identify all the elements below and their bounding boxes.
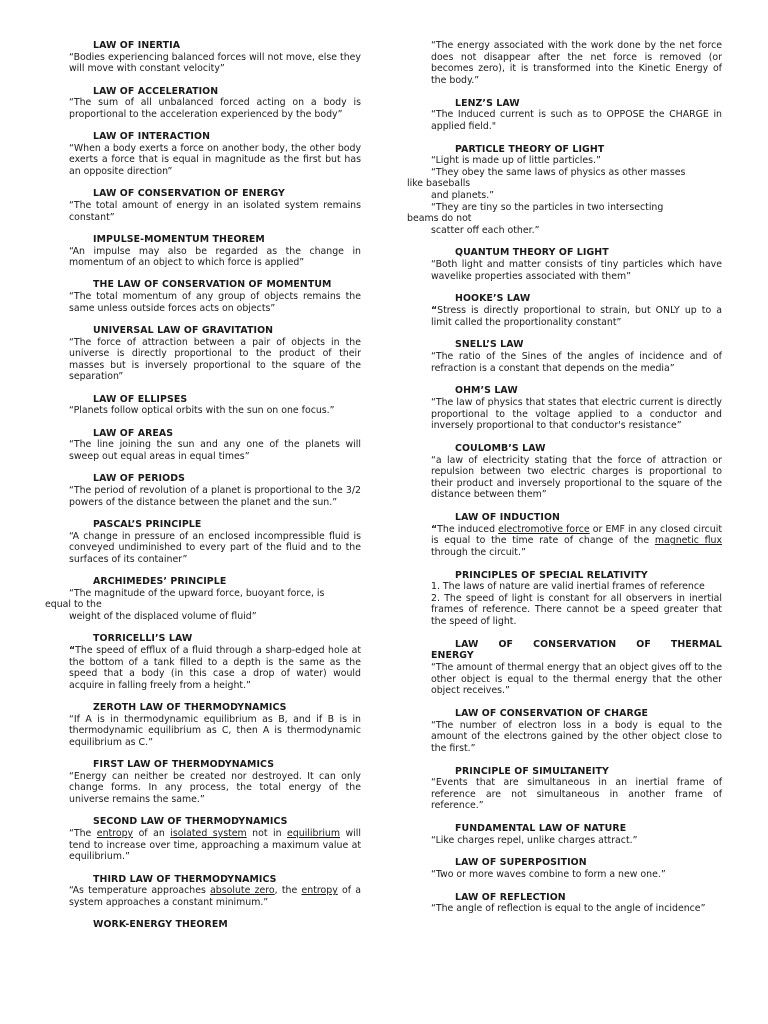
- entry-title: LAW OF SUPERPOSITION: [455, 857, 587, 869]
- entry-principle-of-simultaneity: [431, 766, 722, 812]
- entry-title: [431, 639, 722, 651]
- entry-title: THIRD LAW OF THERMODYNAMICS: [93, 873, 277, 885]
- entry-second-law-of-thermodynamics: [69, 816, 361, 862]
- electromotive-force-link[interactable]: electromotive force: [498, 523, 590, 535]
- entry-third-law-of-thermodynamics: [69, 874, 361, 909]
- entry-title: OHM’S LAW: [455, 385, 518, 397]
- entry-law-of-superposition: [431, 857, 722, 880]
- title-word: LAW: [455, 638, 479, 650]
- entry-title: UNIVERSAL LAW OF GRAVITATION: [93, 325, 274, 337]
- entry-title: WORK-ENERGY THEOREM: [93, 919, 228, 931]
- entry-title: PRINCIPLE OF SIMULTANEITY: [455, 765, 609, 777]
- entry-title: SECOND LAW OF THERMODYNAMICS: [93, 816, 288, 828]
- entry-work-energy-theorem: [69, 919, 361, 931]
- entry-title: LAW OF REFLECTION: [455, 891, 566, 903]
- entry-title: HOOKE’S LAW: [455, 293, 531, 305]
- entry-law-of-reflection: [431, 892, 722, 915]
- entry-title: THE LAW OF CONSERVATION OF MOMENTUM: [93, 279, 332, 291]
- title-word: THERMAL: [670, 638, 722, 650]
- entry-text-line: equal to the: [45, 599, 102, 611]
- entry-title: FIRST LAW OF THERMODYNAMICS: [93, 759, 275, 771]
- entry-text: “The line joining the sun and any one of the planets will sweep out equal areas in equal times”: [69, 439, 361, 462]
- text-segment: through the circuit.”: [431, 546, 526, 558]
- text-segment: not in: [246, 828, 288, 840]
- entry-law-of-periods: [69, 473, 361, 508]
- entry-text-body: The speed of efflux of a fluid through a sharp-edged hole at the bottom of a tank filled to a depth is the same as the speed that a body (in this case a drop of water) would acquire in falling freely from a height.”: [69, 644, 361, 691]
- equilibrium-link[interactable]: equilibrium: [287, 828, 341, 840]
- entry-work-energy-continued: [431, 40, 722, 86]
- entry-title: LAW OF ACCELERATION: [93, 85, 219, 97]
- entry-law-of-areas: [69, 428, 361, 463]
- text-segment: will tend to increase over time, approaching a maximum value at equilibrium.”: [69, 828, 361, 863]
- left-column: [45, 40, 361, 942]
- entry-universal-law-of-gravitation: [69, 325, 361, 383]
- entry-text: “Both light and matter consists of tiny particles which have wavelike properties associated with them”: [431, 259, 722, 282]
- entry-text: “The number of electron loss in a body is equal to the amount of the electrons gained by the other object close to the first.”: [431, 719, 722, 754]
- entry-text-line: “The magnitude of the upward force, buoyant force, is: [69, 587, 325, 599]
- open-quote: “: [69, 644, 76, 656]
- entry-text: “Bodies experiencing balanced forces will not move, else they will move with constant velocity”: [69, 51, 361, 75]
- entry-title: LAW OF CONSERVATION OF ENERGY: [93, 188, 285, 200]
- entry-text: “The Induced current is such as to OPPOSE the CHARGE in applied field.": [431, 109, 722, 132]
- entry-zeroth-law-of-thermodynamics: [69, 702, 361, 748]
- entry-principles-of-special-relativity: [431, 570, 722, 628]
- entry-text: “Energy can neither be created nor destroyed. It can only change forms. In any process, the total energy of the universe remains the same.”: [69, 770, 361, 806]
- entry-text: [431, 524, 722, 559]
- entry-text: “The law of physics that states that electric current is directly proportional to the voltage applied to a conductor and inversely proportional to that conductor's resistance”: [431, 396, 722, 432]
- entry-coulombs-law: [431, 443, 722, 501]
- isolated-system-link[interactable]: isolated system: [170, 828, 247, 840]
- entry-title: LAW OF ELLIPSES: [93, 393, 188, 405]
- entry-fundamental-law-of-nature: [431, 823, 722, 846]
- entry-lenzs-law: [431, 98, 722, 133]
- entry-text: [69, 645, 361, 691]
- title-word: CONSERVATION: [533, 638, 617, 650]
- open-quote: “: [431, 305, 438, 317]
- entry-snells-law: [431, 339, 722, 374]
- entry-text: [431, 305, 722, 328]
- entry-title-continued: ENERGY: [431, 650, 474, 662]
- entry-title: ARCHIMEDES’ PRINCIPLE: [93, 576, 227, 588]
- entry-torricellis-law: [69, 633, 361, 691]
- entry-title: LAW OF INERTIA: [93, 40, 181, 51]
- open-quote: “: [431, 523, 438, 535]
- entry-text-line: scatter off each other.”: [431, 224, 540, 236]
- entry-text: [69, 885, 361, 908]
- entry-title: LAW OF INDUCTION: [455, 512, 560, 524]
- entry-law-of-conservation-of-momentum: [69, 279, 361, 314]
- entry-text-line: like baseballs: [407, 178, 471, 190]
- entry-text: “When a body exerts a force on another body, the other body exerts a force that is equal in magnitude as the first but has an opposite direction”: [69, 142, 361, 177]
- entry-title: LAW OF PERIODS: [93, 473, 185, 485]
- absolute-zero-link[interactable]: absolute zero: [210, 885, 275, 897]
- text-segment: or EMF in any closed circuit is equal to the time rate of change of the: [431, 523, 722, 547]
- entry-particle-theory-of-light: [407, 143, 722, 237]
- entry-title: LENZ’S LAW: [455, 97, 520, 109]
- entry-text: “Two or more waves combine to form a new one.”: [431, 869, 666, 881]
- entry-text: “The period of revolution of a planet is proportional to the 3/2 powers of the distance between the planet and the sun.”: [69, 484, 361, 508]
- entry-title: ZEROTH LAW OF THERMODYNAMICS: [93, 702, 287, 714]
- entry-title: LAW OF CONSERVATION OF CHARGE: [455, 707, 649, 719]
- entry-text: “a law of electricity stating that the force of attraction or repulsion between two electric charges is proportional to their product and inversely proportional to the square of the distance between them”: [431, 454, 722, 501]
- entry-text: “Planets follow optical orbits with the sun on one focus.”: [69, 405, 335, 417]
- entry-text: “The angle of reflection is equal to the angle of incidence”: [431, 903, 706, 915]
- entry-title: FUNDAMENTAL LAW OF NATURE: [455, 823, 627, 835]
- entry-text: [69, 828, 361, 863]
- entry-law-of-conservation-of-charge: [431, 708, 722, 754]
- entry-text: “The ratio of the Sines of the angles of incidence and of refraction is a constant that depends on the media”: [431, 351, 722, 374]
- entry-title: LAW OF AREAS: [93, 427, 174, 439]
- entry-text: “Events that are simultaneous in an inertial frame of reference are not simultaneous in another frame of reference.”: [431, 777, 722, 812]
- entry-text: “Like charges repel, unlike charges attract.”: [431, 834, 638, 846]
- entry-text: “The total momentum of any group of objects remains the same unless outside forces acts on objects”: [69, 291, 361, 314]
- entry-text-line: and planets.”: [431, 189, 495, 201]
- entry-text-body: Stress is directly proportional to strain, but ONLY up to a limit called the proportionality constant”: [431, 305, 722, 328]
- entry-law-of-acceleration: [69, 86, 361, 121]
- entry-text: “The energy associated with the work done by the net force does not disappear after the net force is removed (or becomes zero), it is transformed into the Kinetic Energy of the body.”: [431, 40, 722, 86]
- entry-title: COULOMB’S LAW: [455, 442, 546, 454]
- text-segment: of an: [133, 828, 171, 840]
- text-segment: , the: [274, 885, 302, 897]
- text-segment: “The: [69, 828, 97, 840]
- magnetic-flux-link[interactable]: magnetic flux: [654, 535, 722, 547]
- text-segment: “As temperature approaches: [69, 885, 211, 897]
- text-segment: of a system approaches a constant minimum.”: [69, 885, 361, 908]
- entry-text-line: “They are tiny so the particles in two intersecting: [431, 201, 664, 213]
- entry-title: TORRICELLI’S LAW: [93, 633, 193, 645]
- entry-law-of-interaction: [69, 131, 361, 177]
- entropy-link[interactable]: entropy: [301, 885, 338, 897]
- entropy-link[interactable]: entropy: [96, 828, 134, 840]
- entry-title: PASCAL’S PRINCIPLE: [93, 518, 202, 530]
- entry-law-of-induction: [431, 512, 722, 558]
- entry-law-of-conservation-of-energy: [69, 188, 361, 223]
- entry-text-line: weight of the displaced volume of fluid”: [69, 610, 257, 622]
- entry-hookes-law: [431, 293, 722, 328]
- entry-title: QUANTUM THEORY OF LIGHT: [455, 247, 609, 259]
- entry-text: “If A is in thermodynamic equilibrium as B, and if B is in thermodynamic equilibrium as C, then A is thermodynamic equilibrium as C.”: [69, 713, 361, 748]
- entry-title: LAW OF INTERACTION: [93, 131, 211, 143]
- entry-text: “An impulse may also be regarded as the change in momentum of an object to which force is applied”: [69, 245, 361, 269]
- entry-text: “The total amount of energy in an isolated system remains constant”: [69, 199, 361, 223]
- right-column: [407, 40, 722, 926]
- entry-title: PARTICLE THEORY OF LIGHT: [455, 143, 605, 155]
- entry-law-of-conservation-of-thermal-energy: [431, 639, 722, 697]
- entry-law-of-ellipses: [69, 394, 361, 417]
- text-segment: The induced: [437, 523, 499, 535]
- entry-text-line: beams do not: [407, 213, 472, 225]
- entry-text: 2. The speed of light is constant for all observers in inertial frames of reference. There cannot be a speed greater that the speed of light.: [431, 592, 722, 628]
- entry-text: “The amount of thermal energy that an object gives off to the other object is equal to the thermal energy that the other object receives.”: [431, 662, 722, 697]
- title-word: OF: [498, 638, 514, 650]
- entry-pascals-principle: [69, 519, 361, 565]
- entry-impulse-momentum-theorem: [69, 234, 361, 269]
- entry-text: 1. The laws of nature are valid inertial frames of reference: [431, 581, 705, 593]
- entry-quantum-theory-of-light: [431, 247, 722, 282]
- entry-title: IMPULSE-MOMENTUM THEOREM: [93, 233, 265, 245]
- entry-law-of-inertia: [69, 40, 361, 75]
- entry-text-line: “Light is made up of little particles.”: [431, 155, 601, 167]
- entry-text-line: “They obey the same laws of physics as other masses: [431, 166, 686, 178]
- entry-text: “The force of attraction between a pair of objects in the universe is directly proportional to the product of their masses but is inversely proportional to the square of the separation”: [69, 336, 361, 383]
- entry-title: PRINCIPLES OF SPECIAL RELATIVITY: [455, 569, 648, 581]
- entry-first-law-of-thermodynamics: [69, 759, 361, 805]
- title-word: OF: [636, 638, 651, 650]
- entry-archimedes-principle: [45, 576, 361, 622]
- entry-text: “The sum of all unbalanced forced acting on a body is proportional to the acceleration experienced by the body”: [69, 97, 361, 120]
- entry-text: “A change in pressure of an enclosed incompressible fluid is conveyed undiminished to every part of the fluid and to the surfaces of its container”: [69, 530, 361, 565]
- entry-ohms-law: [431, 385, 722, 431]
- entry-title: SNELL’S LAW: [455, 339, 524, 351]
